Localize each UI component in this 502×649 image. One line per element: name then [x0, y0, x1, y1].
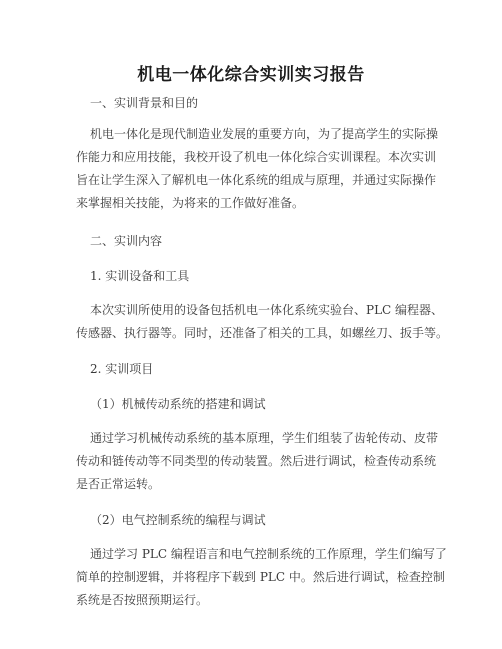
paragraph-line: 来掌握相关技能，为将来的工作做好准备。 [76, 196, 305, 210]
paragraph-line: 作能力和应用技能，我校开设了机电一体化综合实训课程。本次实训 [76, 150, 437, 164]
paragraph-line: 传感器、执行器等。同时，还准备了相关的工具，如螺丝刀、扳手等。 [76, 326, 449, 340]
paragraph-line: 简单的控制逻辑，并将程序下载到 PLC 中。然后进行调试，检查控制 [76, 570, 445, 584]
paragraph-line: 系统是否按照预期运行。 [76, 593, 209, 607]
page-title: 机电一体化综合实训实习报告 [137, 65, 365, 85]
paragraph-line: 通过学习机械传动系统的基本原理，学生们组装了齿轮传动、皮带 [90, 431, 439, 445]
paragraph-line: 旨在让学生深入了解机电一体化系统的组成与原理，并通过实际操作 [76, 173, 437, 187]
section-heading-content: 二、实训内容 [90, 234, 163, 248]
subsection-heading-projects: 2. 实训项目 [90, 362, 154, 376]
paragraph-line: 传动和链传动等不同类型的传动装置。然后进行调试，检查传动系统 [76, 454, 437, 468]
item-heading-electrical: （2）电气控制系统的编程与调试 [90, 513, 266, 527]
section-heading-background: 一、实训背景和目的 [90, 96, 199, 110]
paragraph-line: 机电一体化是现代制造业发展的重要方向，为了提高学生的实际操 [90, 127, 439, 141]
paragraph-line: 通过学习 PLC 编程语言和电气控制系统的工作原理，学生们编写了 [90, 547, 447, 561]
paragraph-line: 是否正常运转。 [76, 477, 161, 491]
paragraph-line: 本次实训所使用的设备包括机电一体化系统实验台、PLC 编程器、 [90, 303, 444, 317]
subsection-heading-equipment: 1. 实训设备和工具 [90, 269, 190, 283]
item-heading-mechanical: （1）机械传动系统的搭建和调试 [90, 397, 266, 411]
